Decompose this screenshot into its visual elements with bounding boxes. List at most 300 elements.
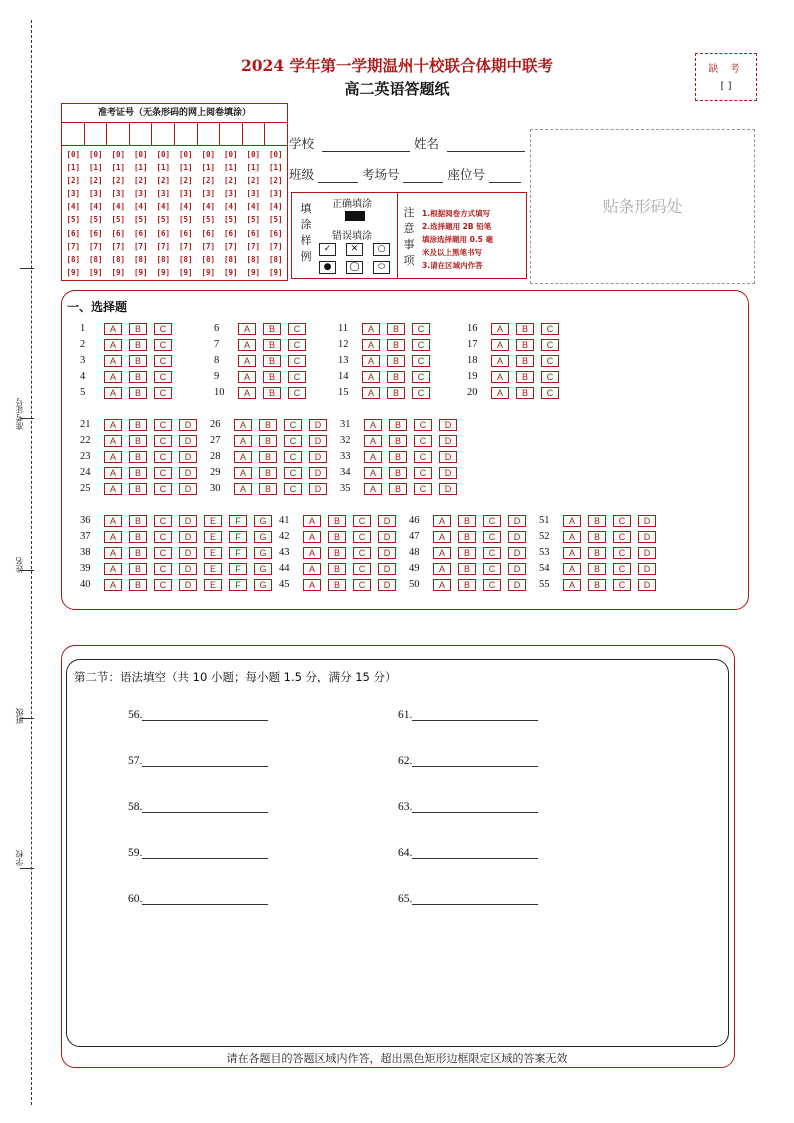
exam-id-bubble[interactable]: [9] bbox=[178, 267, 193, 277]
answer-bubble[interactable]: B bbox=[259, 467, 277, 479]
answer-bubble[interactable]: A bbox=[491, 339, 509, 351]
exam-id-bubble[interactable]: [2] bbox=[156, 176, 171, 186]
exam-id-bubble[interactable]: [0] bbox=[246, 150, 261, 159]
answer-bubble[interactable]: D bbox=[378, 563, 396, 575]
exam-id-bubble[interactable]: [3] bbox=[88, 189, 103, 199]
answer-bubble[interactable]: A bbox=[303, 547, 321, 559]
exam-id-bubble[interactable]: [3] bbox=[268, 189, 283, 199]
exam-id-bubble[interactable]: [5] bbox=[66, 215, 81, 225]
answer-bubble[interactable]: C bbox=[284, 451, 302, 463]
answer-bubble[interactable]: B bbox=[588, 515, 606, 527]
answer-bubble[interactable]: A bbox=[104, 355, 122, 367]
answer-bubble[interactable]: D bbox=[309, 435, 327, 447]
answer-bubble[interactable]: C bbox=[154, 579, 172, 591]
answer-bubble[interactable]: A bbox=[362, 371, 380, 383]
answer-bubble[interactable]: C bbox=[412, 387, 430, 399]
answer-bubble[interactable]: D bbox=[439, 451, 457, 463]
answer-bubble[interactable]: D bbox=[179, 419, 197, 431]
answer-bubble[interactable]: C bbox=[613, 531, 631, 543]
answer-bubble[interactable]: D bbox=[179, 547, 197, 559]
answer-bubble[interactable]: B bbox=[387, 355, 405, 367]
exam-id-bubble[interactable]: [6] bbox=[201, 228, 216, 238]
exam-id-bubble[interactable]: [8] bbox=[246, 254, 261, 264]
answer-bubble[interactable]: A bbox=[238, 371, 256, 383]
answer-bubble[interactable]: D bbox=[638, 563, 656, 575]
answer-bubble[interactable]: B bbox=[516, 355, 534, 367]
answer-bubble[interactable]: A bbox=[364, 435, 382, 447]
answer-bubble[interactable]: A bbox=[563, 547, 581, 559]
answer-bubble[interactable]: A bbox=[234, 483, 252, 495]
answer-bubble[interactable]: A bbox=[563, 579, 581, 591]
answer-bubble[interactable]: B bbox=[516, 339, 534, 351]
exam-id-bubble[interactable]: [1] bbox=[156, 163, 171, 173]
answer-bubble[interactable]: B bbox=[129, 323, 147, 335]
exam-id-bubble[interactable]: [3] bbox=[178, 189, 193, 199]
blank-answer-line[interactable] bbox=[412, 847, 538, 859]
answer-bubble[interactable]: B bbox=[129, 451, 147, 463]
exam-id-bubble[interactable]: [5] bbox=[156, 215, 171, 225]
answer-bubble[interactable]: D bbox=[439, 467, 457, 479]
answer-bubble[interactable]: A bbox=[433, 515, 451, 527]
answer-bubble[interactable]: B bbox=[129, 563, 147, 575]
answer-bubble[interactable]: C bbox=[412, 339, 430, 351]
exam-id-bubble[interactable]: [4] bbox=[133, 202, 148, 212]
answer-bubble[interactable]: C bbox=[154, 515, 172, 527]
answer-bubble[interactable]: C bbox=[284, 419, 302, 431]
answer-bubble[interactable]: A bbox=[238, 339, 256, 351]
answer-bubble[interactable]: B bbox=[458, 579, 476, 591]
answer-bubble[interactable]: B bbox=[328, 515, 346, 527]
answer-bubble[interactable]: C bbox=[353, 547, 371, 559]
exam-id-bubble[interactable]: [2] bbox=[133, 176, 148, 186]
answer-bubble[interactable]: C bbox=[541, 339, 559, 351]
answer-bubble[interactable]: C bbox=[541, 323, 559, 335]
answer-bubble[interactable]: B bbox=[588, 579, 606, 591]
absent-checkbox[interactable]: [ ] bbox=[720, 81, 732, 92]
exam-id-bubble[interactable]: [1] bbox=[201, 163, 216, 173]
exam-id-bubble[interactable]: [8] bbox=[133, 254, 148, 264]
answer-bubble[interactable]: A bbox=[563, 563, 581, 575]
exam-id-bubble[interactable]: [0] bbox=[223, 150, 238, 159]
blank-answer-line[interactable] bbox=[142, 893, 268, 905]
answer-bubble[interactable]: A bbox=[303, 563, 321, 575]
exam-id-bubble[interactable]: [8] bbox=[201, 254, 216, 264]
exam-id-bubble[interactable]: [4] bbox=[223, 202, 238, 212]
answer-bubble[interactable]: C bbox=[613, 563, 631, 575]
answer-bubble[interactable]: A bbox=[362, 355, 380, 367]
answer-bubble[interactable]: F bbox=[229, 579, 247, 591]
answer-bubble[interactable]: B bbox=[328, 563, 346, 575]
answer-bubble[interactable]: C bbox=[541, 371, 559, 383]
answer-bubble[interactable]: B bbox=[588, 563, 606, 575]
answer-bubble[interactable]: A bbox=[234, 451, 252, 463]
absent-box[interactable] bbox=[695, 53, 757, 101]
answer-bubble[interactable]: B bbox=[387, 371, 405, 383]
exam-id-bubble[interactable]: [7] bbox=[133, 241, 148, 251]
answer-bubble[interactable]: B bbox=[263, 387, 281, 399]
exam-id-write-cell[interactable] bbox=[198, 123, 221, 145]
answer-bubble[interactable]: C bbox=[154, 323, 172, 335]
exam-id-bubble[interactable]: [4] bbox=[66, 202, 81, 212]
answer-bubble[interactable]: B bbox=[259, 451, 277, 463]
answer-bubble[interactable]: C bbox=[284, 483, 302, 495]
exam-id-bubble[interactable]: [2] bbox=[88, 176, 103, 186]
answer-bubble[interactable]: B bbox=[129, 483, 147, 495]
seat-field[interactable] bbox=[489, 170, 521, 183]
answer-bubble[interactable]: A bbox=[303, 579, 321, 591]
answer-bubble[interactable]: B bbox=[129, 419, 147, 431]
answer-bubble[interactable]: A bbox=[362, 323, 380, 335]
answer-bubble[interactable]: C bbox=[414, 419, 432, 431]
answer-bubble[interactable]: D bbox=[179, 563, 197, 575]
answer-bubble[interactable]: C bbox=[412, 355, 430, 367]
exam-id-bubble[interactable]: [7] bbox=[88, 241, 103, 251]
answer-bubble[interactable]: C bbox=[154, 483, 172, 495]
answer-bubble[interactable]: B bbox=[458, 531, 476, 543]
answer-bubble[interactable]: B bbox=[389, 419, 407, 431]
answer-bubble[interactable]: B bbox=[129, 531, 147, 543]
answer-bubble[interactable]: B bbox=[129, 355, 147, 367]
answer-bubble[interactable]: C bbox=[541, 355, 559, 367]
exam-id-bubble[interactable]: [5] bbox=[133, 215, 148, 225]
answer-bubble[interactable]: E bbox=[204, 563, 222, 575]
exam-id-bubble[interactable]: [1] bbox=[268, 163, 283, 173]
answer-bubble[interactable]: D bbox=[378, 515, 396, 527]
answer-bubble[interactable]: C bbox=[353, 579, 371, 591]
exam-id-bubble[interactable]: [2] bbox=[268, 176, 283, 186]
exam-id-bubble[interactable]: [1] bbox=[66, 163, 81, 173]
exam-id-bubble[interactable]: [2] bbox=[178, 176, 193, 186]
answer-bubble[interactable]: C bbox=[483, 579, 501, 591]
answer-bubble[interactable]: B bbox=[129, 387, 147, 399]
exam-id-bubble[interactable]: [0] bbox=[201, 150, 216, 159]
answer-bubble[interactable]: B bbox=[263, 355, 281, 367]
answer-bubble[interactable]: C bbox=[284, 435, 302, 447]
answer-bubble[interactable]: A bbox=[364, 419, 382, 431]
answer-bubble[interactable]: G bbox=[254, 531, 272, 543]
blank-answer-line[interactable] bbox=[412, 801, 538, 813]
answer-bubble[interactable]: C bbox=[154, 339, 172, 351]
exam-id-bubble[interactable]: [0] bbox=[66, 150, 81, 159]
answer-bubble[interactable]: C bbox=[154, 419, 172, 431]
answer-bubble[interactable]: A bbox=[433, 547, 451, 559]
answer-bubble[interactable]: B bbox=[263, 323, 281, 335]
answer-bubble[interactable]: A bbox=[364, 483, 382, 495]
exam-id-bubble[interactable]: [1] bbox=[223, 163, 238, 173]
answer-bubble[interactable]: C bbox=[288, 355, 306, 367]
answer-bubble[interactable]: A bbox=[104, 387, 122, 399]
exam-id-bubble[interactable]: [1] bbox=[88, 163, 103, 173]
answer-bubble[interactable]: B bbox=[129, 515, 147, 527]
answer-bubble[interactable]: D bbox=[378, 547, 396, 559]
answer-bubble[interactable]: A bbox=[104, 579, 122, 591]
exam-id-bubble[interactable]: [7] bbox=[246, 241, 261, 251]
answer-bubble[interactable]: B bbox=[259, 435, 277, 447]
answer-bubble[interactable]: A bbox=[491, 387, 509, 399]
exam-id-bubble[interactable]: [6] bbox=[88, 228, 103, 238]
answer-bubble[interactable]: C bbox=[154, 371, 172, 383]
answer-bubble[interactable]: D bbox=[309, 483, 327, 495]
exam-id-bubble[interactable]: [5] bbox=[178, 215, 193, 225]
answer-bubble[interactable]: D bbox=[309, 467, 327, 479]
answer-bubble[interactable]: A bbox=[364, 451, 382, 463]
exam-id-bubble[interactable]: [2] bbox=[111, 176, 126, 186]
exam-id-bubble[interactable]: [7] bbox=[111, 241, 126, 251]
blank-answer-line[interactable] bbox=[142, 801, 268, 813]
exam-id-bubble[interactable]: [9] bbox=[133, 267, 148, 277]
answer-bubble[interactable]: A bbox=[234, 419, 252, 431]
exam-id-bubble[interactable]: [9] bbox=[156, 267, 171, 277]
answer-bubble[interactable]: B bbox=[259, 483, 277, 495]
answer-bubble[interactable]: B bbox=[516, 387, 534, 399]
answer-bubble[interactable]: C bbox=[288, 387, 306, 399]
answer-bubble[interactable]: A bbox=[433, 579, 451, 591]
answer-bubble[interactable]: D bbox=[638, 515, 656, 527]
answer-bubble[interactable]: D bbox=[378, 579, 396, 591]
exam-id-bubble[interactable]: [3] bbox=[66, 189, 81, 199]
exam-id-bubble[interactable]: [1] bbox=[133, 163, 148, 173]
answer-bubble[interactable]: A bbox=[104, 371, 122, 383]
exam-id-bubble[interactable]: [1] bbox=[111, 163, 126, 173]
answer-bubble[interactable]: B bbox=[389, 483, 407, 495]
exam-id-bubble[interactable]: [6] bbox=[246, 228, 261, 238]
answer-bubble[interactable]: E bbox=[204, 515, 222, 527]
exam-id-bubble[interactable]: [7] bbox=[66, 241, 81, 251]
exam-id-bubble[interactable]: [7] bbox=[223, 241, 238, 251]
answer-bubble[interactable]: A bbox=[238, 323, 256, 335]
answer-bubble[interactable]: C bbox=[353, 531, 371, 543]
exam-id-bubble[interactable]: [3] bbox=[223, 189, 238, 199]
exam-id-write-row[interactable] bbox=[62, 123, 287, 146]
answer-bubble[interactable]: B bbox=[458, 563, 476, 575]
answer-bubble[interactable]: C bbox=[288, 371, 306, 383]
answer-bubble[interactable]: C bbox=[414, 483, 432, 495]
answer-bubble[interactable]: A bbox=[104, 563, 122, 575]
exam-id-bubble[interactable]: [8] bbox=[111, 254, 126, 264]
exam-id-bubble[interactable]: [0] bbox=[133, 150, 148, 159]
exam-id-bubble[interactable]: [6] bbox=[268, 228, 283, 238]
answer-bubble[interactable]: C bbox=[154, 451, 172, 463]
answer-bubble[interactable]: A bbox=[104, 531, 122, 543]
answer-bubble[interactable]: B bbox=[516, 371, 534, 383]
answer-bubble[interactable]: B bbox=[387, 323, 405, 335]
name-field[interactable] bbox=[447, 139, 525, 152]
exam-id-bubble[interactable]: [6] bbox=[66, 228, 81, 238]
answer-bubble[interactable]: B bbox=[263, 339, 281, 351]
answer-bubble[interactable]: G bbox=[254, 563, 272, 575]
answer-bubble[interactable]: C bbox=[288, 339, 306, 351]
answer-bubble[interactable]: D bbox=[179, 515, 197, 527]
answer-bubble[interactable]: C bbox=[483, 531, 501, 543]
answer-bubble[interactable]: D bbox=[309, 419, 327, 431]
answer-bubble[interactable]: A bbox=[104, 467, 122, 479]
exam-id-bubble[interactable]: [8] bbox=[88, 254, 103, 264]
answer-bubble[interactable]: A bbox=[362, 339, 380, 351]
exam-id-write-cell[interactable] bbox=[62, 123, 85, 145]
answer-bubble[interactable]: D bbox=[508, 547, 526, 559]
exam-id-bubble[interactable]: [5] bbox=[201, 215, 216, 225]
answer-bubble[interactable]: C bbox=[154, 355, 172, 367]
answer-bubble[interactable]: D bbox=[439, 483, 457, 495]
answer-bubble[interactable]: A bbox=[234, 435, 252, 447]
answer-bubble[interactable]: A bbox=[104, 435, 122, 447]
answer-bubble[interactable]: C bbox=[288, 323, 306, 335]
answer-bubble[interactable]: A bbox=[491, 371, 509, 383]
exam-id-bubble[interactable]: [0] bbox=[111, 150, 126, 159]
answer-bubble[interactable]: A bbox=[104, 483, 122, 495]
answer-bubble[interactable]: D bbox=[508, 531, 526, 543]
answer-bubble[interactable]: B bbox=[387, 339, 405, 351]
exam-id-bubble[interactable]: [3] bbox=[156, 189, 171, 199]
exam-id-bubble[interactable]: [6] bbox=[111, 228, 126, 238]
answer-bubble[interactable]: B bbox=[129, 371, 147, 383]
exam-id-bubble[interactable]: [7] bbox=[178, 241, 193, 251]
answer-bubble[interactable]: B bbox=[129, 547, 147, 559]
blank-answer-line[interactable] bbox=[412, 893, 538, 905]
exam-id-bubble[interactable]: [4] bbox=[111, 202, 126, 212]
answer-bubble[interactable]: D bbox=[439, 419, 457, 431]
exam-id-bubble[interactable]: [3] bbox=[201, 189, 216, 199]
exam-id-bubble[interactable]: [7] bbox=[201, 241, 216, 251]
answer-bubble[interactable]: B bbox=[328, 547, 346, 559]
exam-id-bubble[interactable]: [6] bbox=[156, 228, 171, 238]
exam-id-bubble[interactable]: [6] bbox=[178, 228, 193, 238]
answer-bubble[interactable]: C bbox=[353, 563, 371, 575]
exam-id-write-cell[interactable] bbox=[107, 123, 130, 145]
answer-bubble[interactable]: C bbox=[414, 435, 432, 447]
exam-id-bubble[interactable]: [4] bbox=[201, 202, 216, 212]
exam-id-bubble[interactable]: [1] bbox=[246, 163, 261, 173]
blank-answer-line[interactable] bbox=[142, 709, 268, 721]
answer-bubble[interactable]: G bbox=[254, 515, 272, 527]
room-field[interactable] bbox=[403, 170, 443, 183]
answer-bubble[interactable]: A bbox=[104, 323, 122, 335]
answer-bubble[interactable]: C bbox=[154, 547, 172, 559]
answer-bubble[interactable]: B bbox=[129, 435, 147, 447]
exam-id-bubble[interactable]: [4] bbox=[268, 202, 283, 212]
exam-id-write-cell[interactable] bbox=[152, 123, 175, 145]
blank-answer-line[interactable] bbox=[142, 847, 268, 859]
answer-bubble[interactable]: B bbox=[588, 547, 606, 559]
exam-id-bubble[interactable]: [9] bbox=[201, 267, 216, 277]
answer-bubble[interactable]: B bbox=[387, 387, 405, 399]
exam-id-bubble[interactable]: [8] bbox=[268, 254, 283, 264]
class-field[interactable] bbox=[318, 170, 358, 183]
answer-bubble[interactable]: C bbox=[353, 515, 371, 527]
exam-id-bubble[interactable]: [0] bbox=[178, 150, 193, 159]
exam-id-bubble[interactable]: [5] bbox=[111, 215, 126, 225]
blank-answer-line[interactable] bbox=[142, 755, 268, 767]
exam-id-bubble[interactable]: [4] bbox=[178, 202, 193, 212]
answer-bubble[interactable]: B bbox=[129, 467, 147, 479]
answer-bubble[interactable]: C bbox=[154, 435, 172, 447]
answer-bubble[interactable]: D bbox=[638, 531, 656, 543]
answer-bubble[interactable]: F bbox=[229, 563, 247, 575]
answer-bubble[interactable]: D bbox=[508, 515, 526, 527]
answer-bubble[interactable]: D bbox=[179, 579, 197, 591]
exam-id-bubble[interactable]: [3] bbox=[246, 189, 261, 199]
answer-bubble[interactable]: C bbox=[483, 563, 501, 575]
answer-bubble[interactable]: C bbox=[414, 467, 432, 479]
answer-bubble[interactable]: C bbox=[154, 531, 172, 543]
exam-id-bubble[interactable]: [3] bbox=[111, 189, 126, 199]
exam-id-bubble[interactable]: [0] bbox=[88, 150, 103, 159]
answer-bubble[interactable]: A bbox=[491, 323, 509, 335]
answer-bubble[interactable]: B bbox=[389, 467, 407, 479]
exam-id-bubble[interactable]: [2] bbox=[246, 176, 261, 186]
answer-bubble[interactable]: D bbox=[638, 579, 656, 591]
exam-id-write-cell[interactable] bbox=[175, 123, 198, 145]
answer-bubble[interactable]: B bbox=[389, 451, 407, 463]
answer-bubble[interactable]: C bbox=[613, 579, 631, 591]
blank-answer-line[interactable] bbox=[412, 709, 538, 721]
exam-id-bubble[interactable]: [8] bbox=[66, 254, 81, 264]
exam-id-bubble[interactable]: [5] bbox=[268, 215, 283, 225]
exam-id-bubble[interactable]: [5] bbox=[223, 215, 238, 225]
exam-id-bubble[interactable]: [9] bbox=[88, 267, 103, 277]
exam-id-bubble[interactable]: [9] bbox=[268, 267, 283, 277]
answer-bubble[interactable]: G bbox=[254, 579, 272, 591]
exam-id-bubble[interactable]: [7] bbox=[156, 241, 171, 251]
school-field[interactable] bbox=[322, 139, 410, 152]
answer-bubble[interactable]: A bbox=[104, 451, 122, 463]
exam-id-bubble[interactable]: [7] bbox=[268, 241, 283, 251]
answer-bubble[interactable]: D bbox=[179, 467, 197, 479]
answer-bubble[interactable]: D bbox=[179, 451, 197, 463]
answer-bubble[interactable]: F bbox=[229, 547, 247, 559]
answer-bubble[interactable]: E bbox=[204, 531, 222, 543]
answer-bubble[interactable]: C bbox=[483, 547, 501, 559]
exam-id-write-cell[interactable] bbox=[265, 123, 287, 145]
answer-bubble[interactable]: E bbox=[204, 547, 222, 559]
exam-id-bubble[interactable]: [2] bbox=[66, 176, 81, 186]
answer-bubble[interactable]: F bbox=[229, 515, 247, 527]
answer-bubble[interactable]: D bbox=[638, 547, 656, 559]
answer-bubble[interactable]: A bbox=[364, 467, 382, 479]
answer-bubble[interactable]: B bbox=[588, 531, 606, 543]
answer-bubble[interactable]: G bbox=[254, 547, 272, 559]
answer-bubble[interactable]: A bbox=[433, 563, 451, 575]
exam-id-bubble[interactable]: [5] bbox=[88, 215, 103, 225]
answer-bubble[interactable]: C bbox=[414, 451, 432, 463]
answer-bubble[interactable]: C bbox=[613, 515, 631, 527]
exam-id-bubble[interactable]: [4] bbox=[88, 202, 103, 212]
answer-bubble[interactable]: C bbox=[483, 515, 501, 527]
answer-bubble[interactable]: A bbox=[104, 339, 122, 351]
answer-bubble[interactable]: A bbox=[563, 531, 581, 543]
exam-id-bubble[interactable]: [4] bbox=[156, 202, 171, 212]
answer-bubble[interactable]: B bbox=[129, 339, 147, 351]
answer-bubble[interactable]: C bbox=[284, 467, 302, 479]
exam-id-bubble[interactable]: [9] bbox=[111, 267, 126, 277]
exam-id-bubble[interactable]: [8] bbox=[223, 254, 238, 264]
blank-answer-line[interactable] bbox=[412, 755, 538, 767]
exam-id-bubble[interactable]: [1] bbox=[178, 163, 193, 173]
exam-id-bubble[interactable]: [9] bbox=[66, 267, 81, 277]
answer-bubble[interactable]: A bbox=[104, 515, 122, 527]
answer-bubble[interactable]: B bbox=[516, 323, 534, 335]
answer-bubble[interactable]: D bbox=[179, 531, 197, 543]
answer-bubble[interactable]: A bbox=[303, 531, 321, 543]
answer-bubble[interactable]: A bbox=[303, 515, 321, 527]
answer-bubble[interactable]: A bbox=[104, 547, 122, 559]
answer-bubble[interactable]: C bbox=[154, 563, 172, 575]
answer-bubble[interactable]: C bbox=[412, 323, 430, 335]
exam-id-write-cell[interactable] bbox=[85, 123, 108, 145]
exam-id-bubble[interactable]: [8] bbox=[178, 254, 193, 264]
exam-id-bubble[interactable]: [4] bbox=[246, 202, 261, 212]
answer-bubble[interactable]: B bbox=[328, 531, 346, 543]
